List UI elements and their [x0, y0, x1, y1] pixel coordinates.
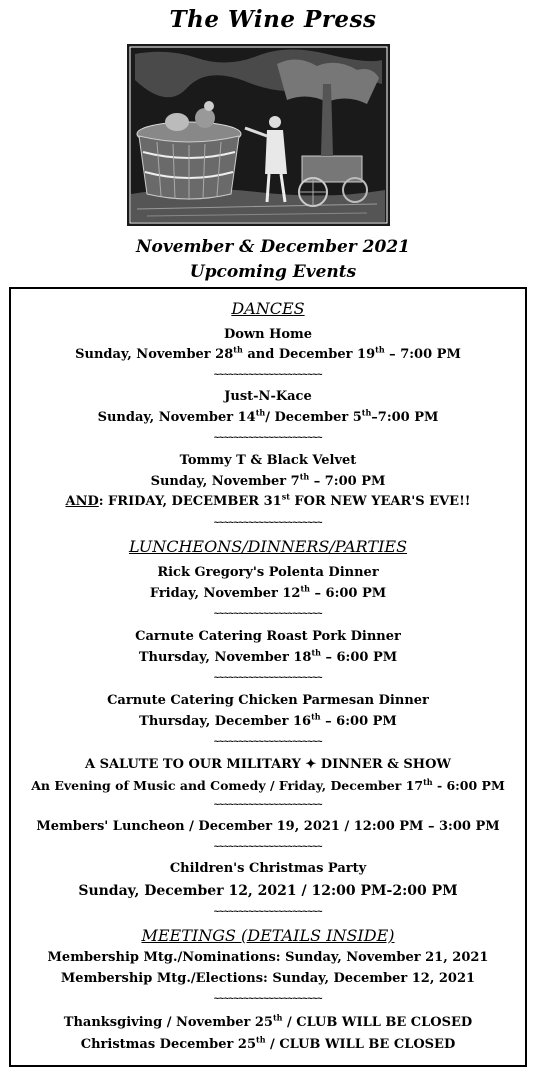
- separator: ~~~~~~~~~~~~~~~~~~~~~~: [213, 907, 323, 917]
- separator: ~~~~~~~~~~~~~~~~~~~~~~: [213, 737, 323, 747]
- polenta-dinner-name: Rick Gregory's Polenta Dinner: [157, 565, 379, 580]
- dances-heading: DANCES: [231, 299, 305, 318]
- newsletter-title: The Wine Press: [169, 6, 377, 33]
- just-n-kace-name: Just-N-Kace: [224, 389, 312, 404]
- childrens-party-name: Children's Christmas Party: [169, 861, 367, 876]
- separator: ~~~~~~~~~~~~~~~~~~~~~~: [213, 433, 323, 443]
- roast-pork-dinner-date: Thursday, November 18th – 6:00 PM: [138, 647, 398, 665]
- just-n-kace-date: Sunday, November 14th/ December 5th–7:00 PM: [97, 407, 439, 425]
- separator: ~~~~~~~~~~~~~~~~~~~~~~: [213, 518, 323, 528]
- tommy-t-name: Tommy T & Black Velvet: [179, 453, 357, 468]
- down-home-name: Down Home: [223, 327, 313, 342]
- meeting-elections: Membership Mtg./Elections: Sunday, December 12, 2021: [60, 971, 476, 986]
- separator: ~~~~~~~~~~~~~~~~~~~~~~: [213, 842, 323, 852]
- events-box: [9, 287, 527, 1067]
- separator: ~~~~~~~~~~~~~~~~~~~~~~: [213, 800, 323, 810]
- polenta-dinner-date: Friday, November 12th – 6:00 PM: [149, 583, 387, 601]
- separator: ~~~~~~~~~~~~~~~~~~~~~~: [213, 673, 323, 683]
- luncheons-heading: LUNCHEONS/DINNERS/PARTIES: [128, 537, 408, 556]
- roast-pork-dinner-name: Carnute Catering Roast Pork Dinner: [135, 629, 401, 644]
- military-salute-date: An Evening of Music and Comedy / Friday, December 17th - 6:00 PM: [31, 776, 505, 793]
- members-luncheon: Members' Luncheon / December 19, 2021 / 12:00 PM – 3:00 PM: [36, 819, 500, 834]
- military-salute-title: A SALUTE TO OUR MILITARY ✦ DINNER & SHOW: [84, 757, 452, 772]
- newsletter-date-range: November & December 2021: [135, 237, 410, 257]
- chicken-parmesan-dinner-name: Carnute Catering Chicken Parmesan Dinner: [107, 693, 429, 708]
- meeting-nominations: Membership Mtg./Nominations: Sunday, November 21, 2021: [47, 950, 489, 965]
- chicken-parmesan-dinner-date: Thursday, December 16th – 6:00 PM: [139, 711, 397, 729]
- new-years-eve-dance: AND: FRIDAY, DECEMBER 31st FOR NEW YEAR'S EVE!!: [65, 491, 471, 509]
- thanksgiving-closure: Thanksgiving / November 25th / CLUB WILL BE CLOSED: [63, 1012, 473, 1030]
- separator: ~~~~~~~~~~~~~~~~~~~~~~: [213, 370, 323, 380]
- christmas-closure: Christmas December 25th / CLUB WILL BE CLOSED: [80, 1034, 456, 1052]
- childrens-party-date: Sunday, December 12, 2021 / 12:00 PM-2:00 PM: [78, 883, 458, 899]
- separator: ~~~~~~~~~~~~~~~~~~~~~~: [213, 994, 323, 1004]
- tommy-t-date: Sunday, November 7th – 7:00 PM: [150, 471, 386, 489]
- down-home-date: Sunday, November 28th and December 19th – 7:00 PM: [75, 344, 461, 362]
- meetings-heading: MEETINGS (DETAILS INSIDE): [141, 926, 395, 945]
- wine-press-woodcut-illustration: [127, 44, 390, 226]
- newsletter-section-title: Upcoming Events: [189, 262, 357, 282]
- separator: ~~~~~~~~~~~~~~~~~~~~~~: [213, 609, 323, 619]
